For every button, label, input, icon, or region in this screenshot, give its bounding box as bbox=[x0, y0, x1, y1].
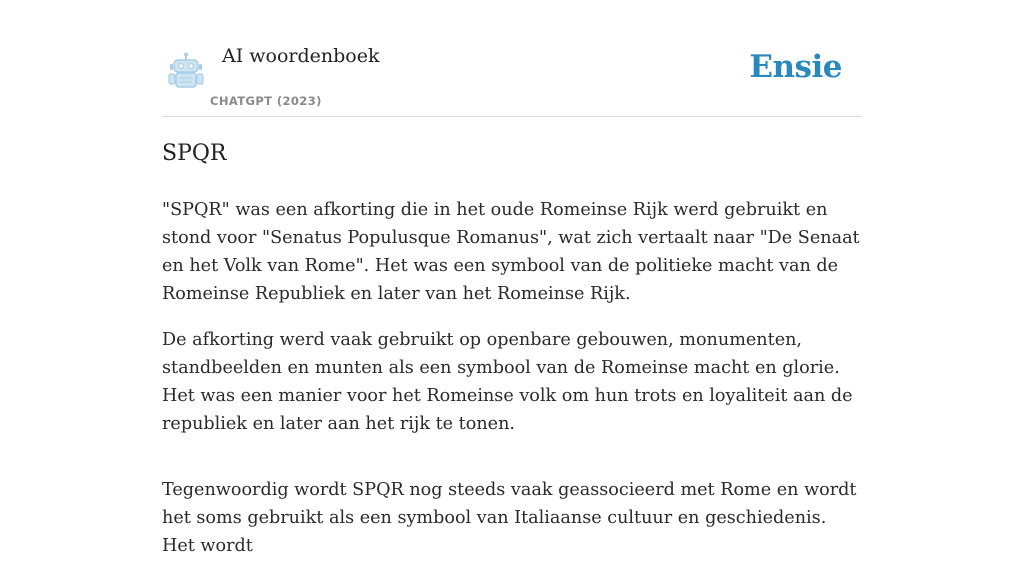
entry-paragraph: De afkorting werd vaak gebruikt op openbare gebouwen, monumenten, standbeelden en munten als een symbool van de Romeinse macht en glorie. Het was een manier voor het Romeinse volk om hun trots en loyaliteit aan de republiek en later aan het rijk te tonen. bbox=[162, 330, 853, 434]
dictionary-subtitle: CHATGPT (2023) bbox=[210, 94, 322, 108]
dictionary-title[interactable]: AI woordenboek bbox=[222, 45, 380, 67]
entry-paragraph: Tegenwoordig wordt SPQR nog steeds vaak geassocieerd met Rome en wordt het soms gebruikt als een symbool van Italiaanse cultuur en geschiedenis. Het wordt bbox=[162, 480, 857, 556]
robot-icon bbox=[166, 52, 206, 90]
entry-paragraph: "SPQR" was een afkorting die in het oude Romeinse Rijk werd gebruikt en stond voor "Senatus Populusque Romanus", wat zich vertaalt naar "De Senaat en het Volk van Rome". Het was een symbool van de politieke macht van de Romeinse Republiek en later van het Romeinse Rijk. bbox=[162, 200, 860, 304]
entry-content bbox=[162, 138, 862, 578]
ensie-logo[interactable]: Ensie bbox=[749, 49, 842, 85]
entry-title: SPQR bbox=[162, 141, 227, 166]
dictionary-header bbox=[162, 0, 862, 117]
